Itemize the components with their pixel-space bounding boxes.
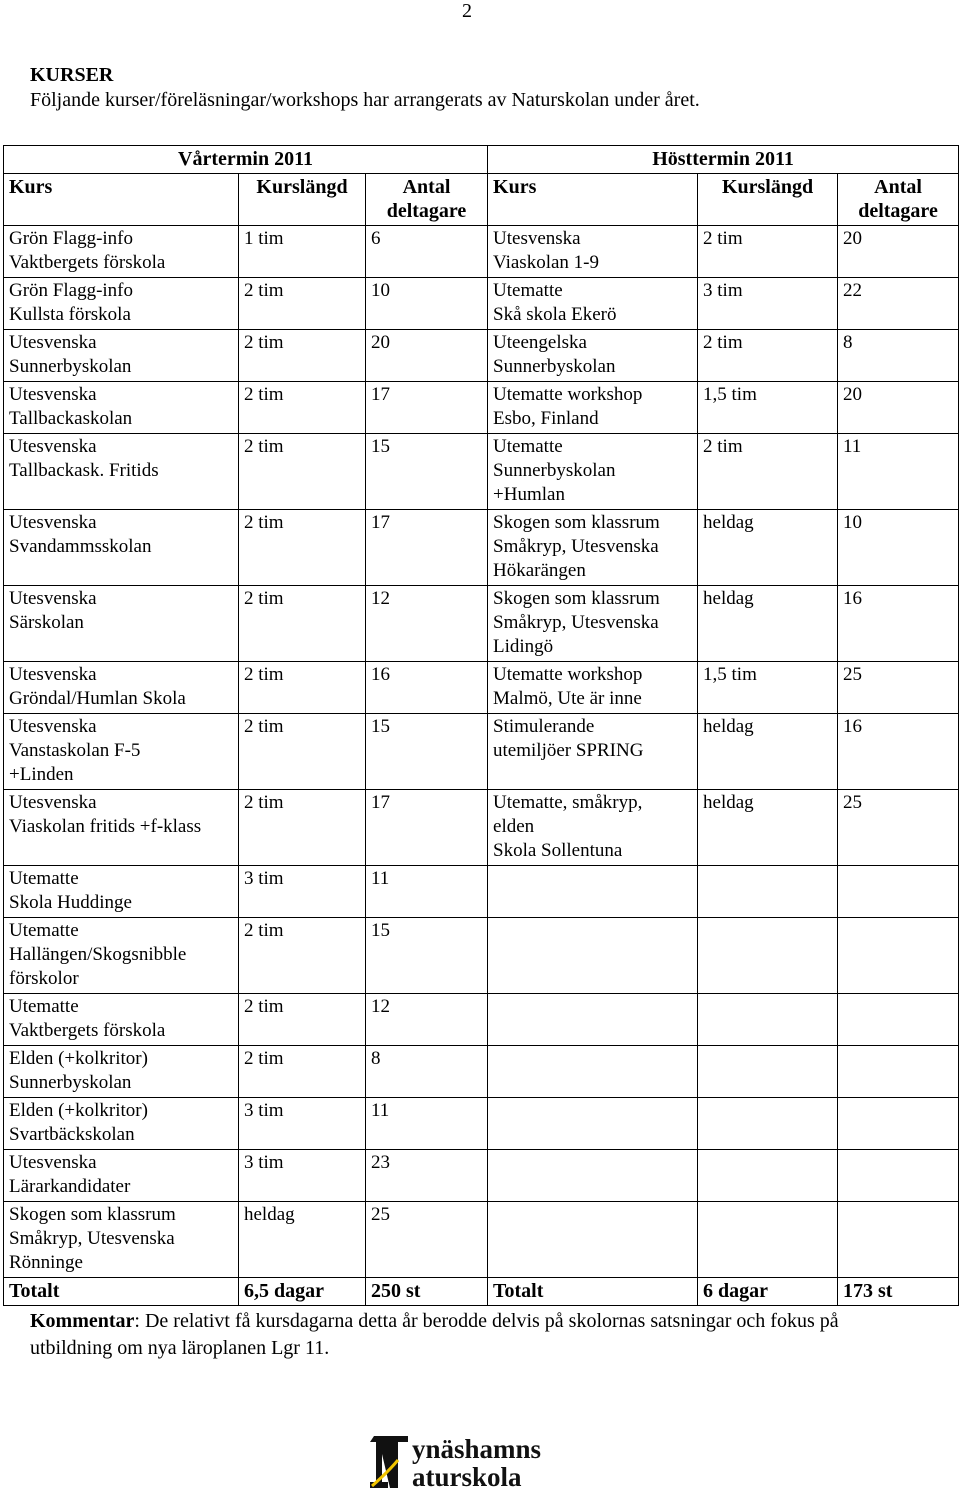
total-participants: 173 st [838,1278,959,1306]
table-row [4,226,959,278]
length-cell: 2 tim [239,790,366,866]
length-cell [698,1202,838,1278]
participants-cell: 6 [366,226,488,278]
course-cell: Utematte Skola Huddinge [4,866,239,918]
participants-cell [838,1098,959,1150]
participants-cell: 16 [366,662,488,714]
course-cell: Utesvenska Viaskolan 1-9 [488,226,698,278]
participants-cell: 15 [366,714,488,790]
header-participants: Antal deltagare [366,174,488,226]
participants-cell: 11 [838,434,959,510]
course-cell: Utesvenska Lärarkandidater [4,1150,239,1202]
participants-cell: 17 [366,382,488,434]
course-cell: Elden (+kolkritor) Svartbäckskolan [4,1098,239,1150]
course-cell: Utesvenska Viaskolan fritids +f-klass [4,790,239,866]
length-cell: 2 tim [239,994,366,1046]
comment-label: Kommentar [30,1310,135,1332]
total-label: Totalt [4,1278,239,1306]
length-cell: heldag [698,510,838,586]
logo-line1: ynäshamns [412,1434,542,1464]
course-cell: Utematte Hallängen/Skogsnibble förskolor [4,918,239,994]
participants-cell: 23 [366,1150,488,1202]
participants-cell: 22 [838,278,959,330]
total-label: Totalt [488,1278,698,1306]
header-course: Kurs [488,174,698,226]
course-cell: Utematte, småkryp, elden Skola Sollentuna [488,790,698,866]
course-cell: Stimulerande utemiljöer SPRING [488,714,698,790]
course-cell: Utesvenska Svandammsskolan [4,510,239,586]
comment-text: : De relativt få kursdagarna detta år berodde delvis på skolornas satsningar och fokus på utbildning om nya läroplanen Lgr 11. [30,1310,839,1359]
table-row [4,866,959,918]
table-row [4,1098,959,1150]
length-cell: 2 tim [239,382,366,434]
table-row [4,510,959,586]
table-row [4,1150,959,1202]
logo-line2: aturskola [412,1462,522,1490]
participants-cell [838,1046,959,1098]
length-cell: heldag [698,790,838,866]
participants-cell: 15 [366,434,488,510]
intro-text: Följande kurser/föreläsningar/workshops har arrangerats av Naturskolan under året. [30,89,700,111]
length-cell: heldag [698,714,838,790]
length-cell [698,1098,838,1150]
course-cell: Utematte Skå skola Ekerö [488,278,698,330]
participants-cell [838,918,959,994]
length-cell: 3 tim [239,1098,366,1150]
course-cell [488,1046,698,1098]
course-cell [488,1150,698,1202]
participants-cell: 17 [366,790,488,866]
table-row [4,278,959,330]
length-cell: 2 tim [239,662,366,714]
spring-term-header: Vårtermin 2011 [4,146,488,174]
course-cell: Utematte Vaktbergets förskola [4,994,239,1046]
naturskola-logo [368,1432,588,1490]
course-cell [488,994,698,1046]
total-participants: 250 st [366,1278,488,1306]
course-cell: Utematte workshop Esbo, Finland [488,382,698,434]
length-cell: 2 tim [239,278,366,330]
length-cell: 3 tim [239,866,366,918]
course-cell [488,1202,698,1278]
participants-cell: 10 [366,278,488,330]
participants-cell: 8 [366,1046,488,1098]
total-length: 6 dagar [698,1278,838,1306]
length-cell: 2 tim [698,434,838,510]
length-cell: 2 tim [239,714,366,790]
length-cell: 2 tim [698,330,838,382]
length-cell [698,866,838,918]
course-cell: Utesvenska Vanstaskolan F-5 +Linden [4,714,239,790]
participants-cell: 25 [366,1202,488,1278]
length-cell: heldag [698,586,838,662]
participants-cell: 10 [838,510,959,586]
comment [30,1308,920,1362]
length-cell: heldag [239,1202,366,1278]
participants-cell: 8 [838,330,959,382]
participants-cell: 15 [366,918,488,994]
totals-row [4,1278,959,1306]
participants-cell: 16 [838,586,959,662]
participants-cell [838,994,959,1046]
term-header-row [4,146,959,174]
course-cell: Skogen som klassrum Småkryp, Utesvenska Rönninge [4,1202,239,1278]
courses-table [3,145,959,1306]
participants-cell [838,1150,959,1202]
participants-cell: 20 [366,330,488,382]
length-cell: 2 tim [239,586,366,662]
length-cell: 1,5 tim [698,382,838,434]
length-cell [698,1046,838,1098]
length-cell: 3 tim [239,1150,366,1202]
length-cell [698,994,838,1046]
table-row [4,994,959,1046]
logo-initial-mark [370,1436,408,1488]
participants-cell: 16 [838,714,959,790]
participants-cell: 20 [838,382,959,434]
participants-cell: 25 [838,790,959,866]
course-cell: Utematte workshop Malmö, Ute är inne [488,662,698,714]
length-cell: 2 tim [239,918,366,994]
course-cell: Skogen som klassrum Småkryp, Utesvenska Hökarängen [488,510,698,586]
length-cell [698,918,838,994]
course-cell: Grön Flagg-info Kullsta förskola [4,278,239,330]
header-participants: Antal deltagare [838,174,959,226]
table-row [4,382,959,434]
course-cell: Utesvenska Sunnerbyskolan [4,330,239,382]
table-row [4,586,959,662]
header-length: Kurslängd [239,174,366,226]
participants-cell: 25 [838,662,959,714]
participants-cell: 20 [838,226,959,278]
course-cell: Elden (+kolkritor) Sunnerbyskolan [4,1046,239,1098]
course-cell: Utesvenska Tallbackask. Fritids [4,434,239,510]
section-heading: KURSER [30,64,114,86]
table-row [4,330,959,382]
course-cell: Skogen som klassrum Småkryp, Utesvenska Lidingö [488,586,698,662]
length-cell: 1,5 tim [698,662,838,714]
length-cell: 2 tim [698,226,838,278]
length-cell: 2 tim [239,1046,366,1098]
table-row [4,918,959,994]
total-length: 6,5 dagar [239,1278,366,1306]
participants-cell: 12 [366,994,488,1046]
length-cell: 2 tim [239,434,366,510]
course-cell: Utesvenska Tallbackaskolan [4,382,239,434]
participants-cell: 17 [366,510,488,586]
header-length: Kurslängd [698,174,838,226]
participants-cell [838,866,959,918]
course-cell: Grön Flagg-info Vaktbergets förskola [4,226,239,278]
header-course: Kurs [4,174,239,226]
participants-cell: 11 [366,866,488,918]
participants-cell [838,1202,959,1278]
table-row [4,434,959,510]
table-row [4,662,959,714]
table-row [4,790,959,866]
course-cell [488,918,698,994]
length-cell: 3 tim [698,278,838,330]
course-cell: Utesvenska Särskolan [4,586,239,662]
course-cell: Uteengelska Sunnerbyskolan [488,330,698,382]
table-row [4,714,959,790]
table-row [4,1202,959,1278]
course-cell: Utesvenska Gröndal/Humlan Skola [4,662,239,714]
length-cell: 2 tim [239,510,366,586]
length-cell: 2 tim [239,330,366,382]
course-cell [488,866,698,918]
page-number: 2 [462,0,472,22]
course-cell [488,1098,698,1150]
course-cell: Utematte Sunnerbyskolan +Humlan [488,434,698,510]
table-row [4,1046,959,1098]
participants-cell: 12 [366,586,488,662]
participants-cell: 11 [366,1098,488,1150]
autumn-term-header: Hösttermin 2011 [488,146,959,174]
column-header-row [4,174,959,226]
length-cell: 1 tim [239,226,366,278]
length-cell [698,1150,838,1202]
